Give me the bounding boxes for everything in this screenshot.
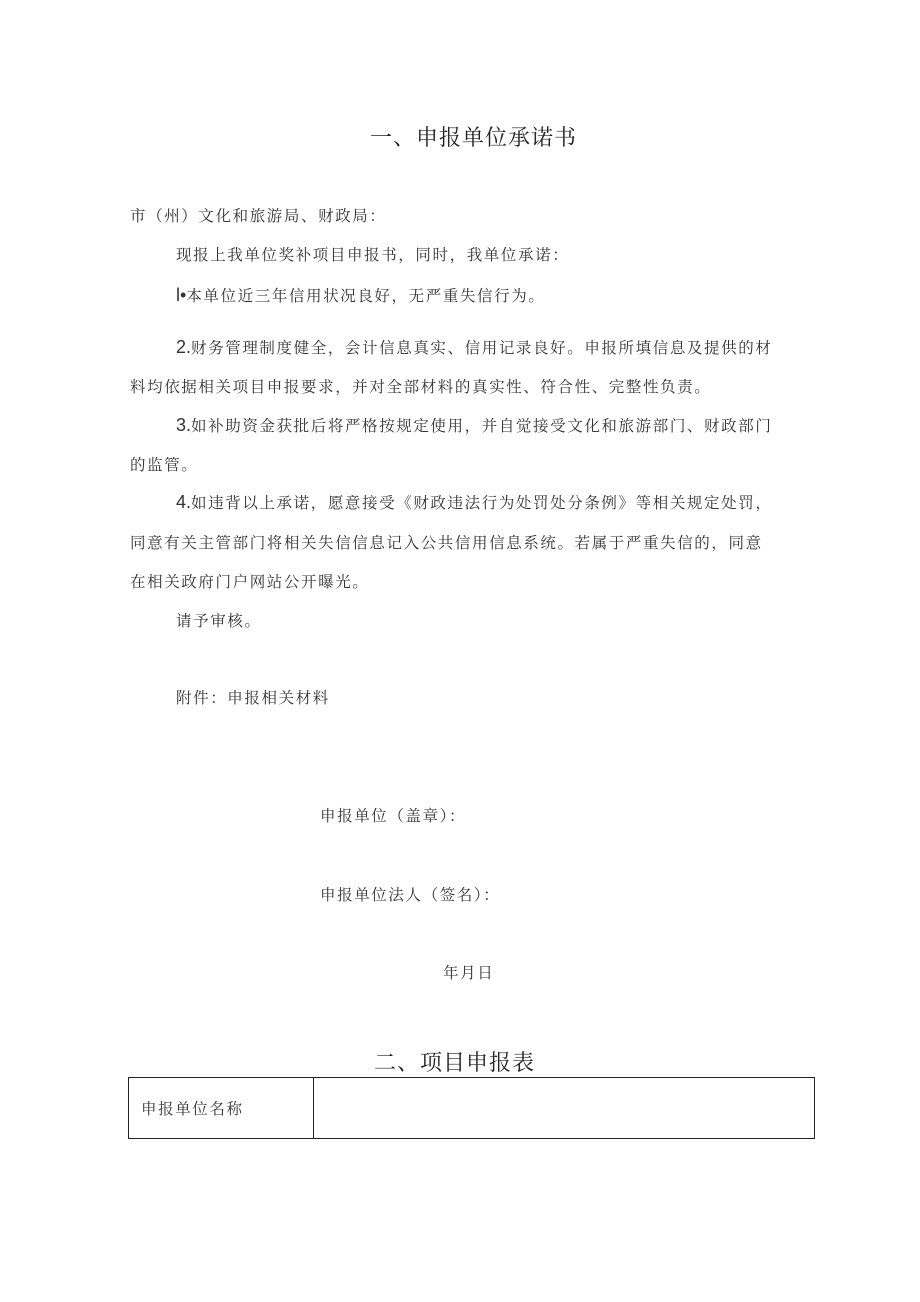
applicant-name-label: 申报单位名称 <box>129 1078 314 1139</box>
seal-label: 申报单位（盖章）： <box>320 807 467 825</box>
date-label: 年月日 <box>443 964 495 982</box>
commitment-item-2-line2: 料均依据相关项目申报要求，并对全部材料的真实性、符合性、完整性负责。 <box>130 378 712 396</box>
item-4-number: 4. <box>176 492 192 512</box>
commitment-item-3-line1 <box>176 414 772 436</box>
item-4-text: 如违背以上承诺，愿意接受《财政违法行为处罚处分条例》等相关规定处罚， <box>191 494 773 512</box>
table-row <box>129 1078 815 1139</box>
item-2-number: 2. <box>176 337 192 357</box>
applicant-name-field[interactable] <box>314 1078 815 1139</box>
section2-title: 二、项目申报表 <box>374 1051 536 1076</box>
commitment-item-4-line1 <box>176 491 772 513</box>
legal-rep-label: 申报单位法人（签名）： <box>320 886 501 904</box>
commitment-item-3-line2: 的监管。 <box>130 456 199 474</box>
item-1-number: l• <box>176 285 187 305</box>
item-2-text: 财务管理制度健全，会计信息真实、信用记录良好。申报所填信息及提供的材 <box>191 339 773 357</box>
commitment-item-1 <box>176 284 545 306</box>
addressee: 市（州）文化和旅游局、财政局： <box>130 207 387 225</box>
section1-title: 一、申报单位承诺书 <box>370 126 578 151</box>
project-application-table <box>128 1077 815 1139</box>
commitment-item-2-line1 <box>176 336 772 358</box>
commitment-item-4-line2: 同意有关主管部门将相关失信信息记入公共信用信息系统。若属于严重失信的，同意 <box>130 534 763 552</box>
commitment-item-4-line3: 在相关政府门户网站公开曝光。 <box>130 573 370 591</box>
item-1-text: 本单位近三年信用状况良好，无严重失信行为。 <box>186 287 546 305</box>
item-3-number: 3. <box>176 415 192 435</box>
closing-text: 请予审核。 <box>176 612 262 630</box>
item-3-text: 如补助资金获批后将严格按规定使用，并自觉接受文化和旅游部门、财政部门 <box>191 417 773 435</box>
intro-text: 现报上我单位奖补项目申报书，同时，我单位承诺： <box>176 246 570 264</box>
attachment-text: 附件：申报相关材料 <box>176 689 330 707</box>
